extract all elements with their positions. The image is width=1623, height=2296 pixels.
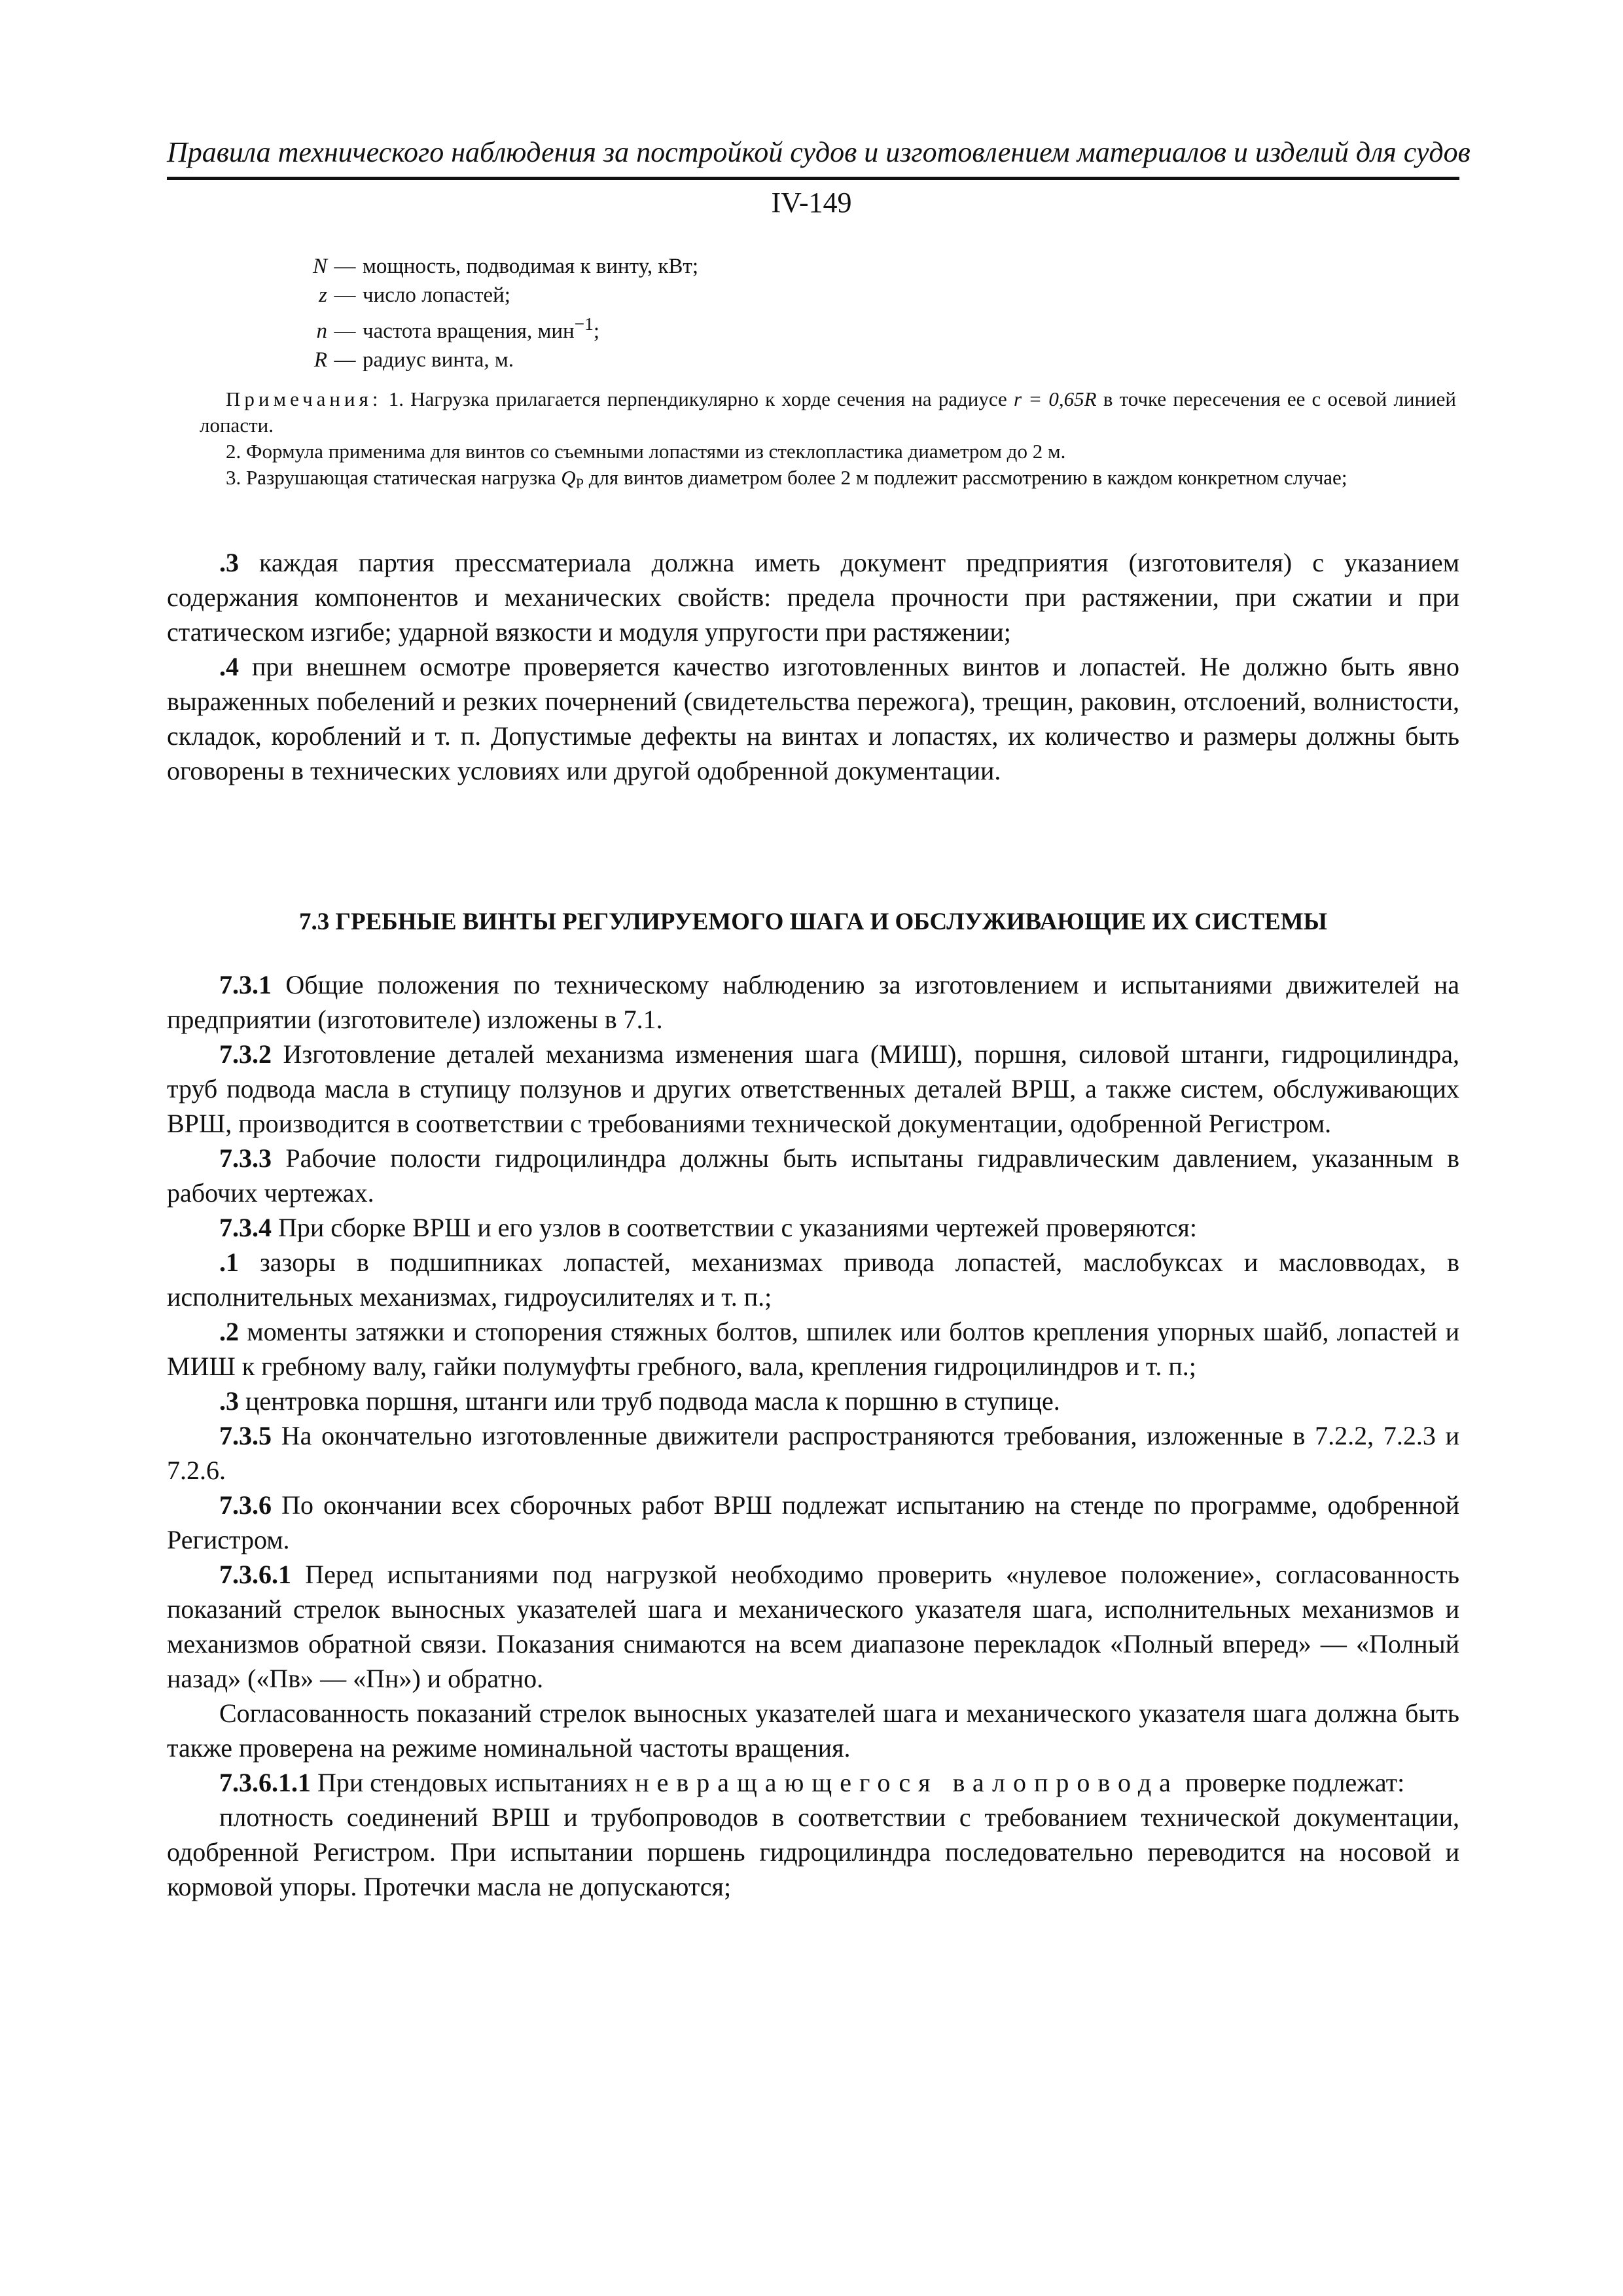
list-item (167, 649, 1459, 788)
running-header-title: Правила технического наблюдения за постройкой судов и изготовлением материалов и изделий для судов (167, 136, 1471, 168)
paragraph-text: Рабочие полости гидроцилиндра должны быть испытаны гидравлическим давлением, указанным в рабочих чертежах. (167, 1143, 1459, 1208)
spaced-emphasis: невращающегося валопровода (635, 1768, 1179, 1797)
paragraph (167, 1245, 1459, 1314)
note-2: 2. Формула применима для винтов со съемными лопастями из стеклопластика диаметром до 2 м. (226, 440, 1066, 463)
items-top (167, 545, 1459, 788)
paragraph-text: На окончательно изготовленные движители распространяются требования, изложенные в 7.2.2, 7.2.3 и 7.2.6. (167, 1421, 1459, 1485)
paragraph-text: моменты затяжки и стопорения стяжных болтов, шпилек или болтов крепления упорных шайб, лопастей и МИШ к гребному валу, гайки полумуфты гребного, вала, крепления гидроцилиндров и т. п.; (167, 1317, 1459, 1381)
paragraph-number: .1 (219, 1247, 239, 1277)
definition-text: число лопастей; (363, 283, 510, 307)
paragraph: плотность соединений ВРШ и трубопроводов в соответствии с требованием технической документации, одобренной Регистром. При испытании поршень гидроцилиндра последовательно переводится на носовой и кормовой упоры. Протечки масла не допускаются; (167, 1803, 1459, 1901)
paragraph-text: Изготовление деталей механизма изменения шага (МИШ), поршня, силовой штанги, гидроцилиндра, труб подвода масла в ступицу ползунов и других ответственных деталей ВРШ, а также систем, обслуживающих ВРШ, производится в соответствии с требованиями технической документации, одобренной Регистром. (167, 1039, 1459, 1138)
definition-line (298, 310, 698, 346)
note-3-symbol: Q (561, 466, 576, 489)
definition-line (298, 281, 698, 310)
definition-symbol: z (319, 283, 327, 307)
paragraph (167, 1557, 1459, 1696)
paragraph (167, 1210, 1459, 1245)
paragraph (167, 967, 1459, 1037)
paragraph-text: Перед испытаниями под нагрузкой необходимо проверить «нулевое положение», согласованность показаний стрелок выносных указателей шага и механического указателя шага, исполнительных механизмов и механизмов обратной связи. Показания снимаются на всем диапазоне перекладок «Полный вперед» — «Полный назад» («Пв» — «Пн») и обратно. (167, 1560, 1459, 1693)
definition-dash: — (334, 319, 356, 343)
item-number: .4 (219, 652, 239, 681)
paragraph-text: При сборке ВРШ и его узлов в соответствии с указаниями чертежей проверяются: (272, 1213, 1197, 1242)
definition-semicolon: ; (593, 319, 600, 343)
paragraph (167, 1765, 1459, 1800)
definition-exponent: −1 (574, 314, 594, 334)
paragraph-number: 7.3.6.1 (219, 1560, 291, 1589)
paragraph-text: центровка поршня, штанги или труб подвода масла к поршню в ступице. (239, 1386, 1060, 1416)
paragraph (167, 1141, 1459, 1210)
paragraph-number: 7.3.6.1.1 (219, 1768, 311, 1797)
paragraph-number: .2 (219, 1317, 239, 1346)
definition-line (298, 346, 698, 374)
paragraph (167, 1488, 1459, 1557)
note-1-formula: r = 0,65R (1013, 387, 1097, 410)
notes-block (200, 386, 1456, 497)
note-3 (200, 465, 1456, 497)
paragraph-number: 7.3.3 (219, 1143, 272, 1173)
header-rule (167, 177, 1459, 180)
section-title: 7.3 ГРЕБНЫЕ ВИНТЫ РЕГУЛИРУЕМОГО ШАГА И ОБСЛУЖИВАЮЩИЕ ИХ СИСТЕМЫ (298, 908, 1328, 935)
note-1-text: 1. Нагрузка прилагается перпендикулярно к хорде сечения на радиусе (388, 387, 1014, 410)
section-body (167, 967, 1459, 1904)
paragraph-number: 7.3.1 (219, 970, 272, 999)
definition-symbol: R (313, 348, 327, 372)
paragraph (167, 1418, 1459, 1488)
definition-symbol: n (316, 319, 327, 343)
definition-text: частота вращения, мин (363, 319, 575, 343)
paragraph-number: 7.3.5 (219, 1421, 272, 1450)
notes-label: Примечания: (226, 387, 382, 410)
paragraph (167, 1696, 1459, 1765)
note-1-text-end: в точке пересечения ее с осевой линией лопасти. (200, 387, 1456, 437)
definition-dash: — (334, 348, 356, 372)
paragraph-number: 7.3.2 (219, 1039, 272, 1069)
paragraph-text: При стендовых испытаниях (311, 1768, 635, 1797)
paragraph (167, 1037, 1459, 1141)
paragraph-text: Согласованность показаний стрелок выносных указателей шага и механического указателя шага должна быть также проверена на режиме номинальной частоты вращения. (167, 1698, 1459, 1763)
paragraph-text-end: проверке подлежат: (1178, 1768, 1405, 1797)
item-number: .3 (219, 548, 239, 577)
note-1 (200, 386, 1456, 439)
definition-dash: — (334, 283, 356, 307)
paragraph (167, 1384, 1459, 1418)
note-3-subscript: P (575, 475, 584, 492)
symbol-definitions (298, 252, 698, 374)
note-3-text: 3. Разрушающая статическая нагрузка (226, 466, 562, 489)
paragraph-number: .3 (219, 1386, 239, 1416)
paragraph-text: зазоры в подшипниках лопастей, механизмах привода лопастей, маслобуксах и масловводах, в исполнительных механизмах, гидроусилителях и т. п.; (167, 1247, 1459, 1312)
definition-text: радиус винта, м. (363, 348, 514, 372)
paragraph-number: 7.3.6 (219, 1490, 272, 1520)
paragraph-text: Общие положения по техническому наблюдению за изготовлением и испытаниями движителей на предприятии (изготовителе) изложены в 7.1. (167, 970, 1459, 1034)
paragraph-number: 7.3.4 (219, 1213, 272, 1242)
paragraph (167, 1314, 1459, 1384)
note-3-text-end: для винтов диаметром более 2 м подлежит рассмотрению в каждом конкретном случае; (583, 466, 1347, 489)
list-item (167, 545, 1459, 649)
page-number: IV-149 (771, 187, 852, 219)
item-text: каждая партия прессматериала должна иметь документ предприятия (изготовителя) с указанием содержания компонентов и механических свойств: предела прочности при растяжении, при сжатии и при статическом изгибе; ударной вязкости и модуля упругости при растяжении; (167, 548, 1459, 647)
paragraph-text: По окончании всех сборочных работ ВРШ подлежат испытанию на стенде по программе, одобренной Регистром. (167, 1490, 1459, 1554)
definition-line (298, 252, 698, 281)
definition-symbol: N (312, 255, 327, 278)
item-text: при внешнем осмотре проверяется качество изготовленных винтов и лопастей. Не должно быть явно выраженных побелений и резких почернений (свидетельства пережога), трещин, раковин, отслоений, волнистости, складок, короблений и т. п. Допустимые дефекты на винтах и лопастях, их количество и размеры должны быть оговорены в технических условиях или другой одобренной документации. (167, 652, 1459, 785)
definition-text: мощность, подводимая к винту, кВт; (363, 255, 698, 278)
definition-dash: — (334, 255, 356, 278)
